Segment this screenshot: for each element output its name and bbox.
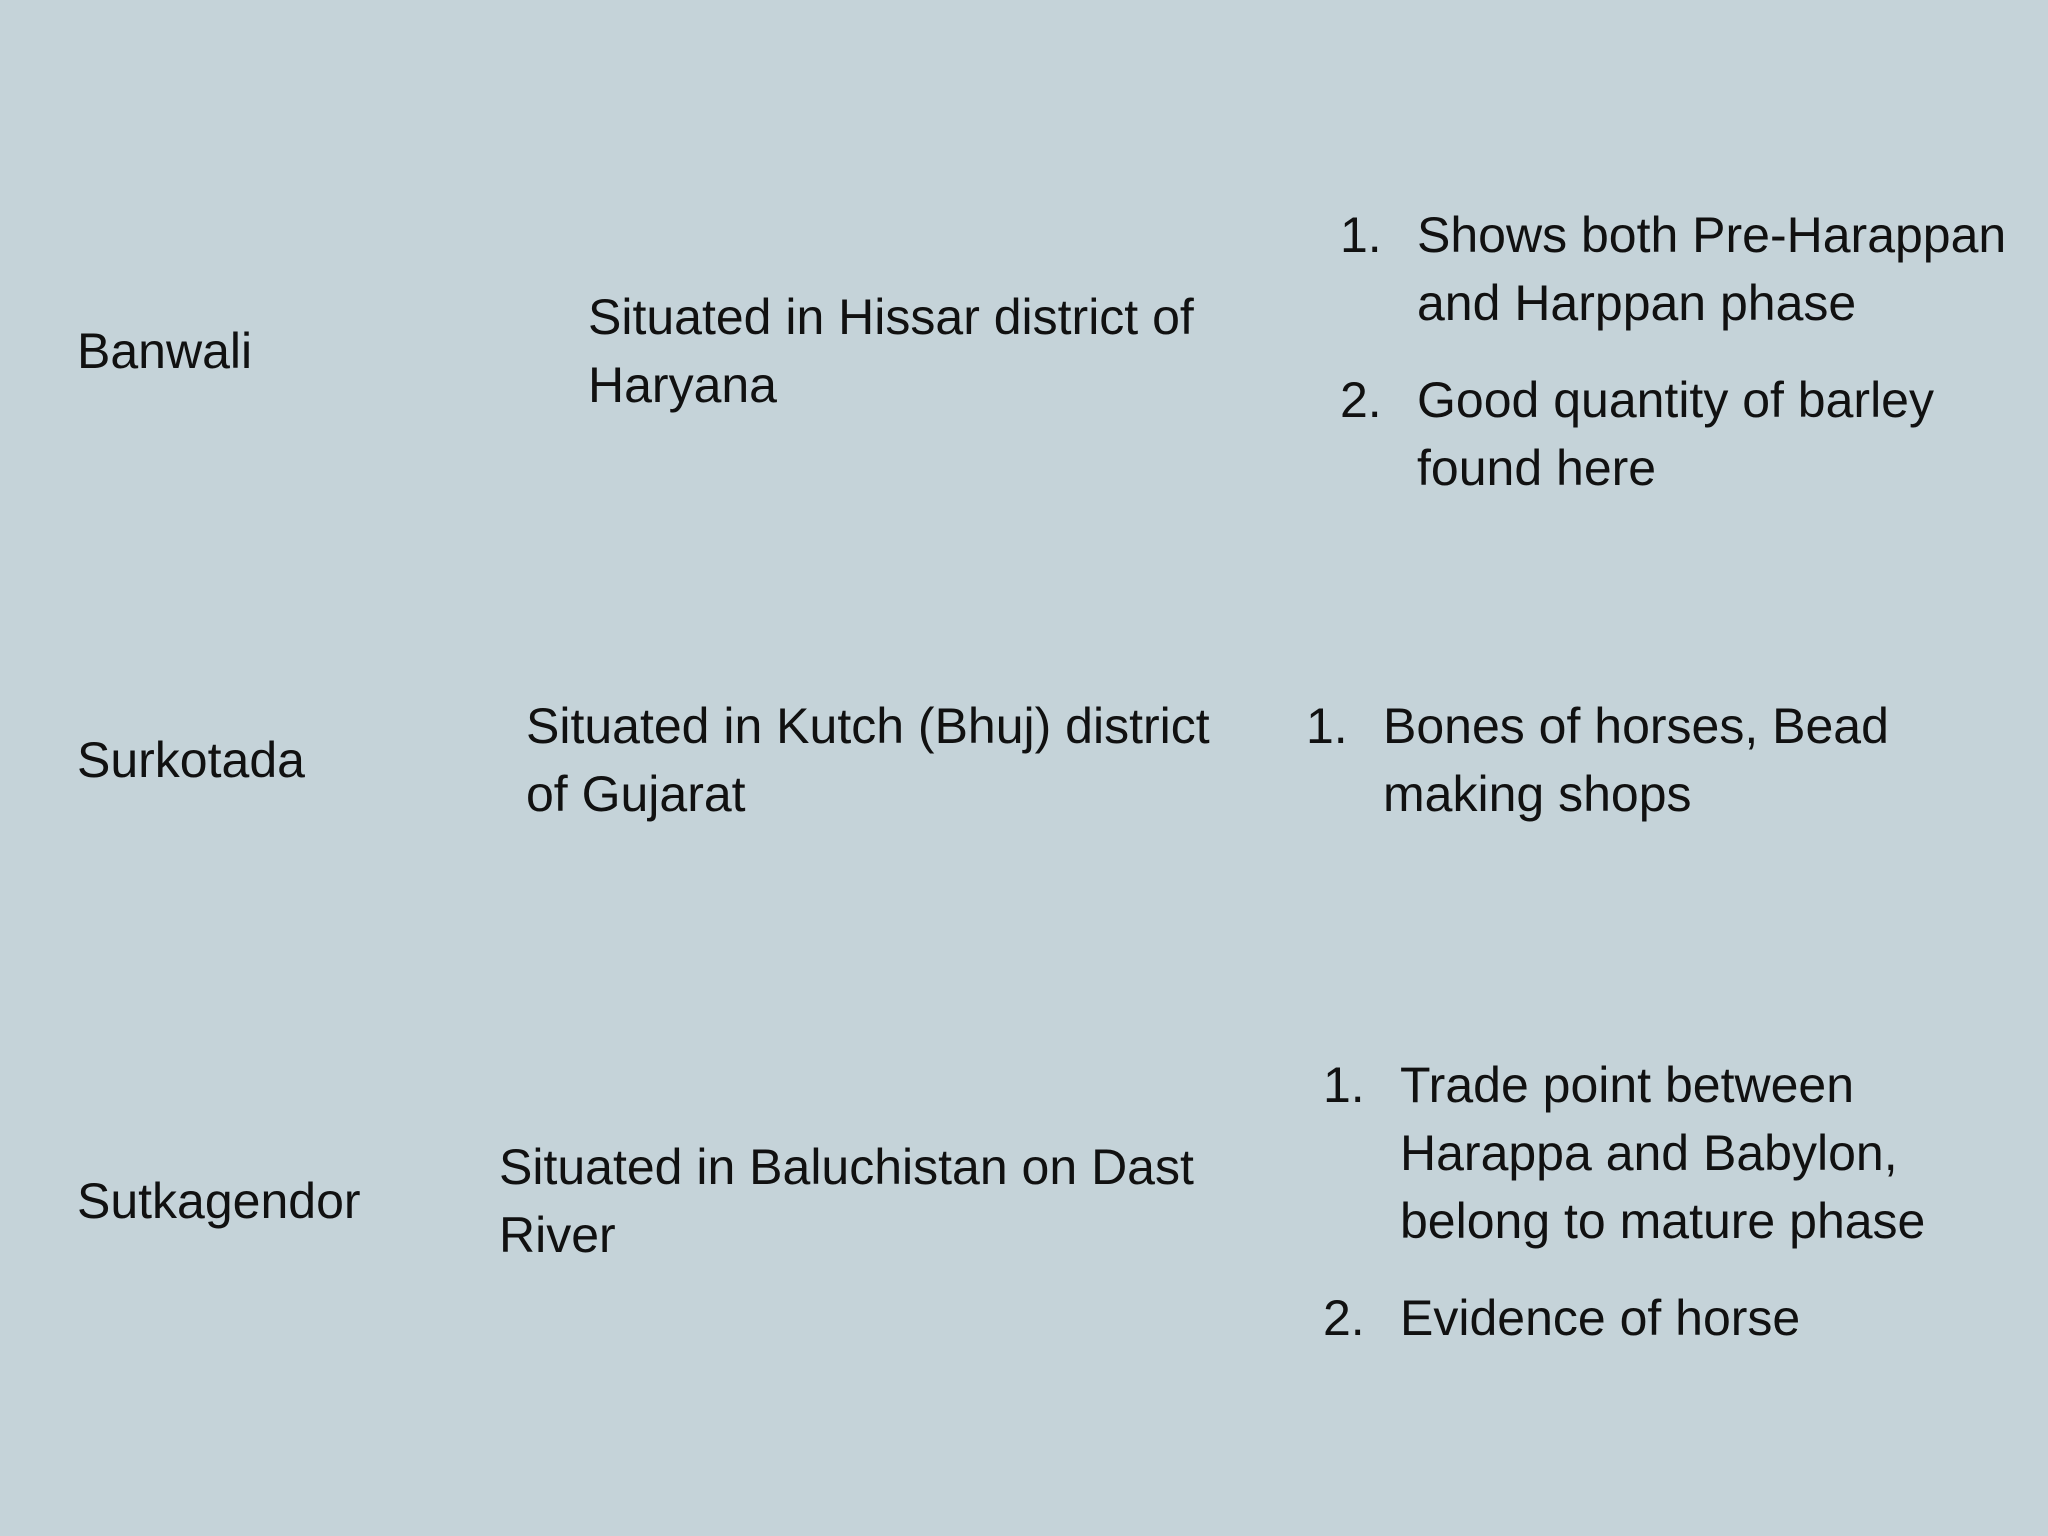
site-name-banwali: Banwali	[77, 323, 253, 379]
note-item	[1340, 366, 2030, 502]
note-text: Shows both Pre-Harappan and Harppan phase	[1417, 207, 2007, 331]
note-text: Good quantity of barley found here	[1417, 372, 1934, 496]
note-number: 2.	[1323, 1290, 1365, 1346]
site-description-sutkagendor: Situated in Baluchistan on Dast River	[499, 1139, 1194, 1263]
note-text: Trade point between Harappa and Babylon, belong to mature phase	[1400, 1057, 1926, 1249]
note-item	[1340, 201, 2030, 337]
site-description-banwali: Situated in Hissar district of Haryana	[588, 289, 1194, 413]
note-text: Bones of horses, Bead making shops	[1383, 698, 1889, 822]
site-notes-sutkagendor	[1323, 1051, 1973, 1352]
note-item	[1323, 1051, 1973, 1255]
site-description-surkotada: Situated in Kutch (Bhuj) district of Gujarat	[526, 698, 1210, 822]
note-number: 1.	[1323, 1057, 1365, 1113]
note-item	[1306, 692, 1946, 828]
site-notes-surkotada	[1306, 692, 1946, 828]
note-number: 2.	[1340, 372, 1382, 428]
note-text: Evidence of horse	[1400, 1290, 1801, 1346]
site-name-sutkagendor: Sutkagendor	[77, 1173, 361, 1229]
note-number: 1.	[1340, 207, 1382, 263]
note-item	[1323, 1284, 1973, 1352]
note-number: 1.	[1306, 698, 1348, 754]
site-name-surkotada: Surkotada	[77, 732, 305, 788]
site-notes-banwali	[1340, 201, 2030, 502]
